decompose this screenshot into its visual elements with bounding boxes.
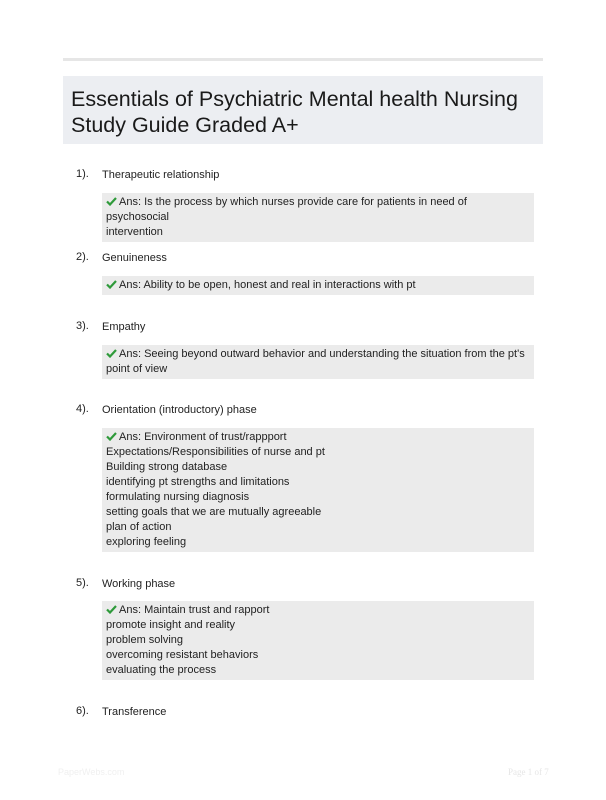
question-number: 1). <box>76 168 89 180</box>
answer-line: Ans: Maintain trust and rapport <box>119 604 270 616</box>
question-number: 5). <box>76 577 89 589</box>
check-icon <box>106 197 117 206</box>
answer-line: setting goals that we are mutually agreeable <box>106 506 322 518</box>
answer-line: overcoming resistant behaviors <box>106 649 259 661</box>
title-box <box>63 76 543 144</box>
answer-4 <box>102 428 534 552</box>
question-number: 6). <box>76 705 89 717</box>
answer-3 <box>102 345 534 379</box>
question-term: Therapeutic relationship <box>102 169 220 181</box>
question-term: Orientation (introductory) phase <box>102 404 257 416</box>
answer-line: Expectations/Responsibilities of nurse and pt <box>106 446 325 458</box>
answer-line: identifying pt strengths and limitations <box>106 476 290 488</box>
answer-5 <box>102 601 534 680</box>
question-number: 3). <box>76 320 89 332</box>
question-number: 4). <box>76 403 89 415</box>
question-term: Empathy <box>102 321 146 333</box>
answer-line: intervention <box>106 226 163 238</box>
answer-line: Ans: Is the process by which nurses provide care for patients in need of psychosocial <box>106 196 467 223</box>
answer-line: promote insight and reality <box>106 619 236 631</box>
question-term: Transference <box>102 706 167 718</box>
document-title <box>71 86 535 138</box>
check-icon <box>106 349 117 358</box>
footer-page-number: Page 1 of 7 <box>508 767 549 777</box>
answer-1 <box>102 193 534 242</box>
answer-line: evaluating the process <box>106 664 217 676</box>
answer-line: Building strong database <box>106 461 228 473</box>
answer-line: Ans: Seeing beyond outward behavior and understanding the situation from the pt's <box>119 348 525 360</box>
title-line-2: Study Guide Graded A+ <box>71 113 299 137</box>
footer-site: PaperWebs.com <box>58 767 125 777</box>
question-term: Working phase <box>102 578 176 590</box>
check-icon <box>106 432 117 441</box>
check-icon <box>106 605 117 614</box>
question-number: 2). <box>76 251 89 263</box>
answer-line: plan of action <box>106 521 172 533</box>
answer-line: formulating nursing diagnosis <box>106 491 250 503</box>
answer-line: Ans: Ability to be open, honest and real in interactions with pt <box>119 279 416 291</box>
question-term: Genuineness <box>102 252 167 264</box>
answer-line: Ans: Environment of trust/rappport <box>119 431 287 443</box>
answer-2 <box>102 276 534 295</box>
answer-line: exploring feeling <box>106 536 187 548</box>
top-rule <box>63 58 543 61</box>
answer-line: point of view <box>106 363 168 375</box>
check-icon <box>106 280 117 289</box>
title-line-1: Essentials of Psychiatric Mental health Nursing <box>71 87 518 111</box>
answer-line: problem solving <box>106 634 184 646</box>
